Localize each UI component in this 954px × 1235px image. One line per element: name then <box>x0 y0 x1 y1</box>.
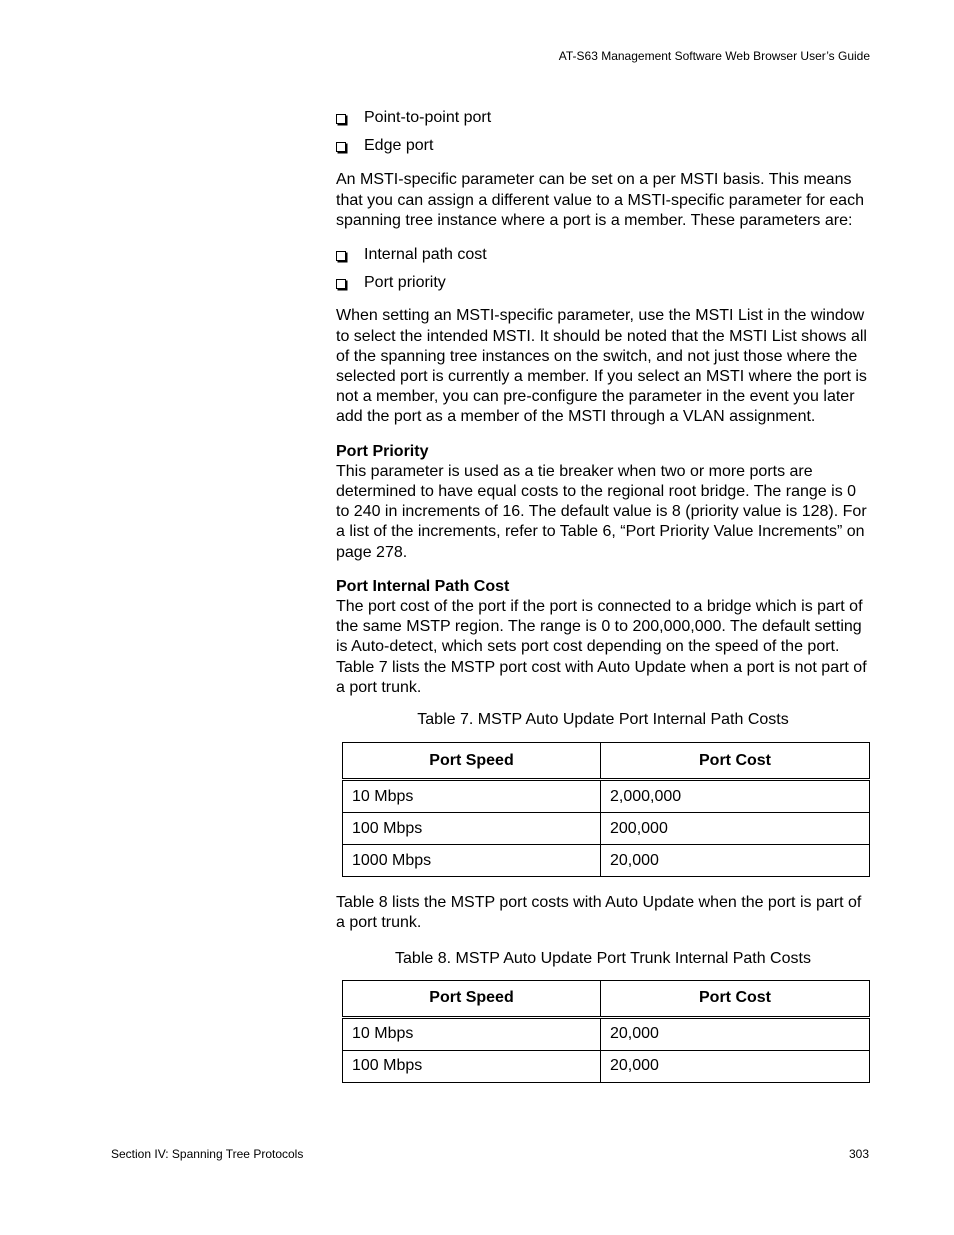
table7 <box>342 742 870 877</box>
checkbox-bullet-icon <box>336 114 346 124</box>
column-header: Port Cost <box>601 743 870 780</box>
table-row <box>343 780 870 813</box>
list-item: Internal path cost <box>336 245 870 265</box>
table-cell: 20,000 <box>601 845 870 877</box>
page-number: 303 <box>849 1147 870 1161</box>
table-cell: 10 Mbps <box>343 780 601 813</box>
table-row <box>343 845 870 877</box>
table-header-row <box>343 980 870 1017</box>
paragraph-msti-specific: An MSTI-specific parameter can be set on a per MSTI basis. This means that you can assign a different value to a MSTI-specific parameter for each spanning tree instance where a port is a member. These parameters are: <box>336 171 864 229</box>
table-cell: 10 Mbps <box>343 1017 601 1050</box>
paragraph-port-internal-path-cost: The port cost of the port if the port is connected to a bridge which is part of the same MSTP region. The range is 0 to 200,000,000. The default setting is Auto-detect, which sets port cost depending on the speed of the port. Table 7 lists the MSTP port cost with Auto Update when a port is not part of a port trunk. <box>336 598 867 696</box>
running-header: AT-S63 Management Software Web Browser User’s Guide <box>558 49 870 63</box>
heading-port-priority: Port Priority <box>336 442 429 460</box>
list-item: Port priority <box>336 273 870 293</box>
column-header: Port Speed <box>343 980 601 1017</box>
heading-port-internal-path-cost: Port Internal Path Cost <box>336 577 510 595</box>
table8-caption: Table 8. MSTP Auto Update Port Trunk Internal Path Costs <box>395 949 811 967</box>
table-cell: 2,000,000 <box>601 780 870 813</box>
bullet-list-port-parameters <box>336 108 870 156</box>
table-cell: 20,000 <box>601 1050 870 1082</box>
checkbox-bullet-icon <box>336 279 346 289</box>
table-cell: 1000 Mbps <box>343 845 601 877</box>
paragraph-table8-intro: Table 8 lists the MSTP port costs with Auto Update when the port is part of a port trunk. <box>336 894 862 932</box>
list-item: Point-to-point port <box>336 108 870 128</box>
table-cell: 20,000 <box>601 1017 870 1050</box>
bullet-list-msti-parameters <box>336 245 870 293</box>
table8 <box>342 980 870 1083</box>
table-cell: 200,000 <box>601 813 870 845</box>
paragraph-port-priority: This parameter is used as a tie breaker when two or more ports are determined to have equal costs to the regional root bridge. The range is 0 to 240 in increments of 16. The default value is 8 (priority value is 128). For a list of the increments, refer to Table 6, “Port Priority Value Increments” on page 278. <box>336 462 867 561</box>
checkbox-bullet-icon <box>336 251 346 261</box>
column-header: Port Cost <box>601 980 870 1017</box>
table-row <box>343 813 870 845</box>
list-item: Edge port <box>336 136 870 156</box>
table-cell: 100 Mbps <box>343 1050 601 1082</box>
checkbox-bullet-icon <box>336 142 346 152</box>
table-header-row <box>343 743 870 780</box>
page-content <box>336 108 870 1083</box>
table-row <box>343 1050 870 1082</box>
table-cell: 100 Mbps <box>343 813 601 845</box>
paragraph-msti-list: When setting an MSTI-specific parameter, use the MSTI List in the window to select the intended MSTI. It should be noted that the MSTI List shows all of the spanning tree instances on the switch, and not just those where the selected port is currently a member. If you select an MSTI where the port is not a member, you can pre-configure the parameter in the event you later add the port as a member of the MSTI through a VLAN assignment. <box>336 307 867 426</box>
table7-caption: Table 7. MSTP Auto Update Port Internal Path Costs <box>417 711 789 729</box>
footer-section-title: Section IV: Spanning Tree Protocols <box>111 1147 304 1161</box>
column-header: Port Speed <box>343 743 601 780</box>
table-row <box>343 1017 870 1050</box>
